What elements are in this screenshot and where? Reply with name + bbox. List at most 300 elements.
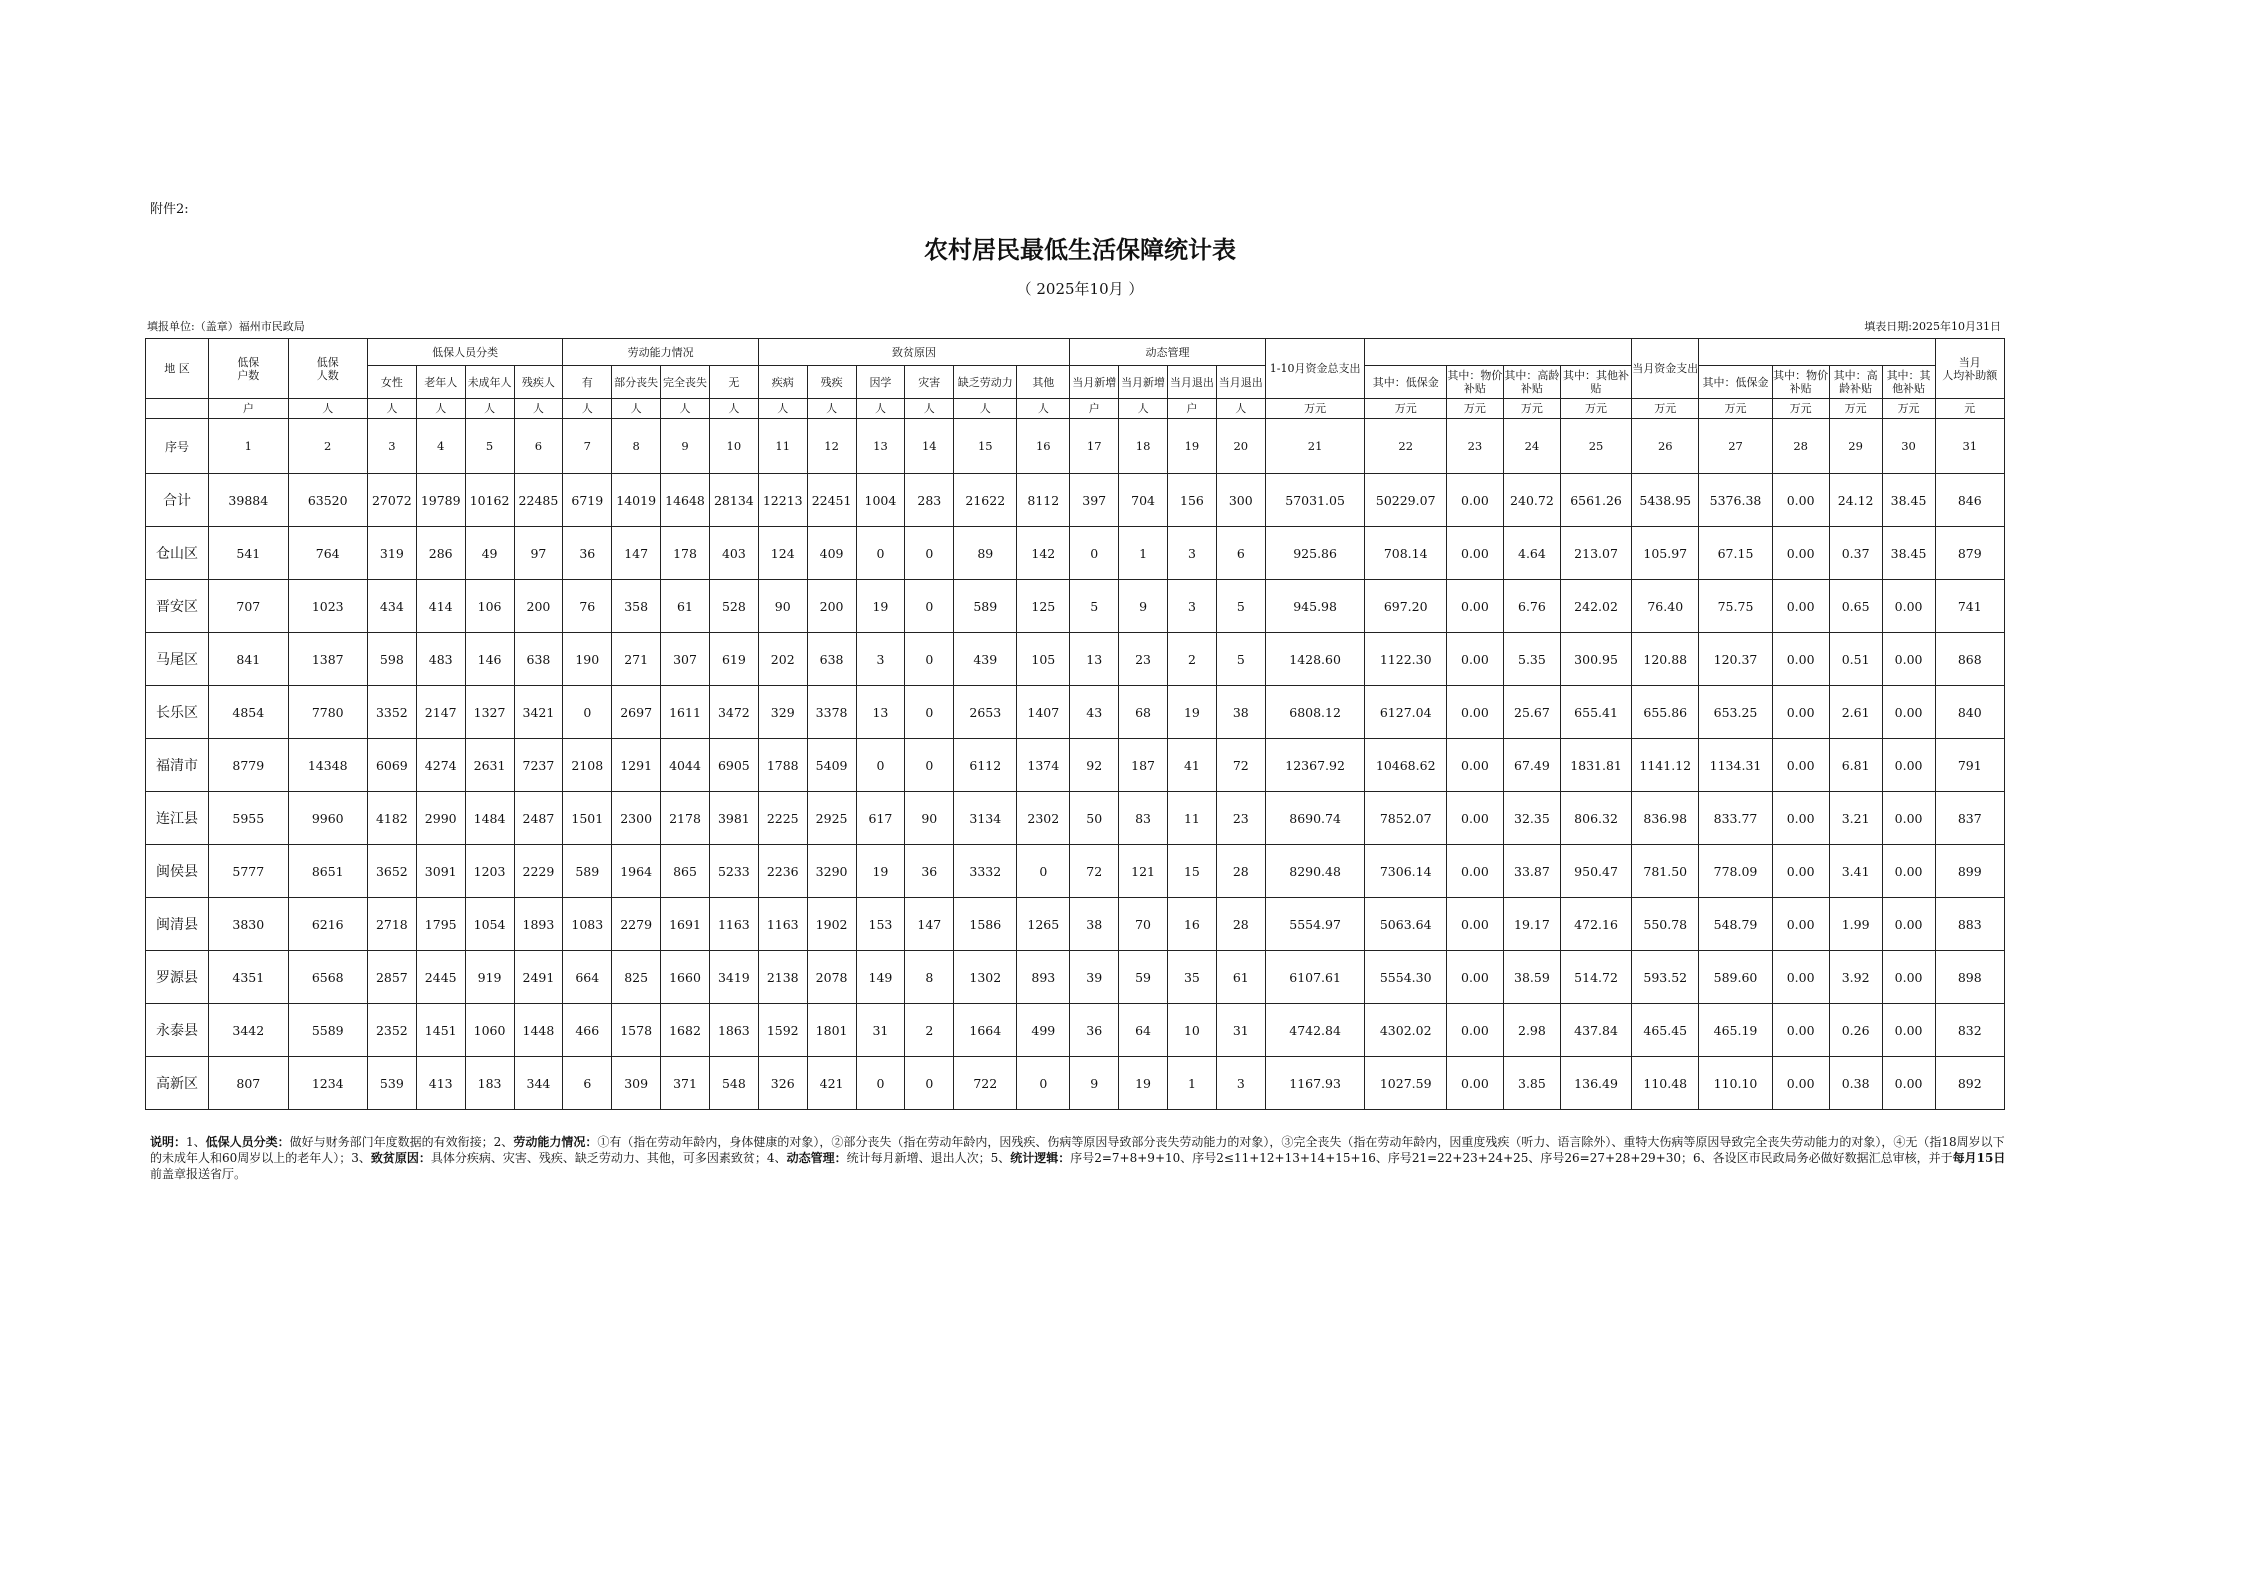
value-cell: 9 [1070,1057,1119,1110]
value-cell: 472.16 [1560,898,1631,951]
value-cell: 0.00 [1446,1004,1503,1057]
value-cell: 156 [1168,474,1217,527]
value-cell: 1682 [661,1004,710,1057]
sequence-cell: 7 [563,419,612,474]
value-cell: 0 [1070,527,1119,580]
value-cell: 67.49 [1503,739,1560,792]
value-cell: 832 [1935,1004,2004,1057]
value-cell: 10162 [465,474,514,527]
value-cell: 741 [1935,580,2004,633]
value-cell: 12213 [758,474,807,527]
value-cell: 2138 [758,951,807,1004]
region-cell: 长乐区 [146,686,209,739]
value-cell: 0.51 [1829,633,1882,686]
value-cell: 6719 [563,474,612,527]
reporting-unit: 填报单位:（盖章）福州市民政局 [147,320,305,333]
sequence-cell: 21 [1265,419,1365,474]
sequence-cell: 31 [1935,419,2004,474]
value-cell: 2178 [661,792,710,845]
value-cell: 2078 [807,951,856,1004]
value-cell: 550.78 [1632,898,1699,951]
value-cell: 121 [1119,845,1168,898]
value-cell: 70 [1119,898,1168,951]
unit-cell: 万元 [1560,399,1631,419]
value-cell: 0.00 [1772,686,1829,739]
value-cell: 5063.64 [1365,898,1446,951]
value-cell: 50 [1070,792,1119,845]
value-cell: 0.37 [1829,527,1882,580]
region-cell: 合计 [146,474,209,527]
value-cell: 136.49 [1560,1057,1631,1110]
value-cell: 548 [709,1057,758,1110]
value-cell: 1023 [288,580,367,633]
value-cell: 28 [1216,845,1265,898]
value-cell: 4742.84 [1265,1004,1365,1057]
unit-cell: 人 [856,399,905,419]
value-cell: 4854 [209,686,288,739]
sequence-cell: 9 [661,419,710,474]
value-cell: 5777 [209,845,288,898]
value-cell: 72 [1070,845,1119,898]
sequence-cell: 15 [954,419,1017,474]
value-cell: 300.95 [1560,633,1631,686]
value-cell: 1964 [612,845,661,898]
unit-row [146,399,2005,419]
sequence-cell: 25 [1560,419,1631,474]
sequence-cell: 18 [1119,419,1168,474]
value-cell: 3652 [367,845,416,898]
value-cell: 3378 [807,686,856,739]
subheader-cell: 女性 [367,366,416,399]
value-cell: 21622 [954,474,1017,527]
value-cell: 371 [661,1057,710,1110]
value-cell: 1788 [758,739,807,792]
value-cell: 68 [1119,686,1168,739]
value-cell: 178 [661,527,710,580]
value-cell: 0.00 [1882,686,1935,739]
value-cell: 75.75 [1699,580,1772,633]
value-cell: 1660 [661,951,710,1004]
sequence-cell: 20 [1216,419,1265,474]
value-cell: 764 [288,527,367,580]
value-cell: 5 [1216,633,1265,686]
value-cell: 3472 [709,686,758,739]
value-cell: 4302.02 [1365,1004,1446,1057]
value-cell: 1451 [416,1004,465,1057]
unit-cell: 人 [1119,399,1168,419]
value-cell: 465.45 [1632,1004,1699,1057]
sequence-row [146,419,2005,474]
value-cell: 4351 [209,951,288,1004]
value-cell: 0.00 [1446,898,1503,951]
value-cell: 31 [1216,1004,1265,1057]
value-cell: 0.26 [1829,1004,1882,1057]
value-cell: 708.14 [1365,527,1446,580]
value-cell: 0 [905,633,954,686]
unit-cell: 万元 [1699,399,1772,419]
value-cell: 0 [905,1057,954,1110]
value-cell: 61 [1216,951,1265,1004]
value-cell: 514.72 [1560,951,1631,1004]
value-cell: 1691 [661,898,710,951]
table-row [146,845,2005,898]
value-cell: 1054 [465,898,514,951]
value-cell: 8651 [288,845,367,898]
region-cell: 闽清县 [146,898,209,951]
value-cell: 23 [1216,792,1265,845]
value-cell: 589 [954,580,1017,633]
value-cell: 0.00 [1882,739,1935,792]
unit-cell: 人 [1216,399,1265,419]
value-cell: 0.00 [1446,845,1503,898]
value-cell: 664 [563,951,612,1004]
value-cell: 4274 [416,739,465,792]
value-cell: 1.99 [1829,898,1882,951]
value-cell: 64 [1119,1004,1168,1057]
value-cell: 27072 [367,474,416,527]
value-cell: 2225 [758,792,807,845]
value-cell: 5554.97 [1265,898,1365,951]
value-cell: 1448 [514,1004,563,1057]
value-cell: 0.00 [1446,474,1503,527]
sequence-cell: 14 [905,419,954,474]
value-cell: 6216 [288,898,367,951]
value-cell: 9960 [288,792,367,845]
header-persons: 低保 人数 [288,339,367,399]
header-group-classification: 低保人员分类 [367,339,562,366]
value-cell: 653.25 [1699,686,1772,739]
table-body [146,474,2005,1110]
value-cell: 434 [367,580,416,633]
value-cell: 6.76 [1503,580,1560,633]
note-text: 具体分疾病、灾害、残疾、缺乏劳动力、其他，可多因素致贫；4、 [430,1151,787,1165]
value-cell: 28 [1216,898,1265,951]
value-cell: 1 [1119,527,1168,580]
value-cell: 283 [905,474,954,527]
region-cell: 晋安区 [146,580,209,633]
value-cell: 36 [905,845,954,898]
value-cell: 893 [1017,951,1070,1004]
value-cell: 7852.07 [1365,792,1446,845]
value-cell: 120.88 [1632,633,1699,686]
subheader-cell: 其中：低保金 [1365,366,1446,399]
header-per-capita: 当月 人均补助额 [1935,339,2004,399]
value-cell: 19 [1168,686,1217,739]
value-cell: 3830 [209,898,288,951]
sequence-cell: 1 [209,419,288,474]
value-cell: 6127.04 [1365,686,1446,739]
header-fund-total-spacer [1365,339,1632,366]
attachment-label: 附件2: [150,202,189,217]
value-cell: 6 [1216,527,1265,580]
value-cell: 722 [954,1057,1017,1110]
header-group-dynamic: 动态管理 [1070,339,1265,366]
value-cell: 9 [1119,580,1168,633]
unit-cell: 人 [954,399,1017,419]
value-cell: 4044 [661,739,710,792]
region-cell: 罗源县 [146,951,209,1004]
value-cell: 7237 [514,739,563,792]
value-cell: 3.85 [1503,1057,1560,1110]
value-cell: 14648 [661,474,710,527]
value-cell: 0.00 [1772,845,1829,898]
value-cell: 326 [758,1057,807,1110]
value-cell: 0.00 [1882,580,1935,633]
value-cell: 11 [1168,792,1217,845]
value-cell: 2718 [367,898,416,951]
value-cell: 57031.05 [1265,474,1365,527]
value-cell: 8290.48 [1265,845,1365,898]
value-cell: 1611 [661,686,710,739]
value-cell: 0.00 [1446,1057,1503,1110]
value-cell: 14019 [612,474,661,527]
subheader-cell: 疾病 [758,366,807,399]
value-cell: 414 [416,580,465,633]
subheader-cell: 当月退出 [1216,366,1265,399]
value-cell: 15 [1168,845,1217,898]
sequence-cell: 30 [1882,419,1935,474]
value-cell: 2236 [758,845,807,898]
value-cell: 0.00 [1772,792,1829,845]
value-cell: 3352 [367,686,416,739]
table-row [146,1004,2005,1057]
value-cell: 1484 [465,792,514,845]
value-cell: 13 [856,686,905,739]
value-cell: 19789 [416,474,465,527]
value-cell: 105 [1017,633,1070,686]
unit-cell: 人 [661,399,710,419]
value-cell: 1163 [709,898,758,951]
value-cell: 6069 [367,739,416,792]
value-cell: 2108 [563,739,612,792]
value-cell: 307 [661,633,710,686]
note-heading: 低保人员分类： [205,1135,290,1149]
note-text: 序号2=7+8+9+10、序号2≤11+12+13+14+15+16、序号21=22+23+24+25、序号26=27+28+29+30；6、各设区市民政局务必做好数据汇总审核，并于 [1070,1151,1953,1165]
table-row [146,951,2005,1004]
unit-cell: 人 [807,399,856,419]
value-cell: 883 [1935,898,2004,951]
value-cell: 120.37 [1699,633,1772,686]
value-cell: 146 [465,633,514,686]
value-cell: 437.84 [1560,1004,1631,1057]
unit-cell: 户 [1070,399,1119,419]
value-cell: 413 [416,1057,465,1110]
value-cell: 1302 [954,951,1017,1004]
value-cell: 0.00 [1446,792,1503,845]
value-cell: 0 [905,686,954,739]
region-cell: 高新区 [146,1057,209,1110]
value-cell: 39 [1070,951,1119,1004]
value-cell: 2697 [612,686,661,739]
value-cell: 67.15 [1699,527,1772,580]
value-cell: 1122.30 [1365,633,1446,686]
value-cell: 0.00 [1446,686,1503,739]
value-cell: 1428.60 [1265,633,1365,686]
value-cell: 781.50 [1632,845,1699,898]
subheader-cell: 当月新增 [1070,366,1119,399]
subheader-cell: 其中：物价补贴 [1772,366,1829,399]
unit-cell [146,399,209,419]
value-cell: 0.00 [1882,845,1935,898]
note-text: 做好与财务部门年度数据的有效衔接；2、 [289,1135,514,1149]
value-cell: 200 [807,580,856,633]
value-cell: 1664 [954,1004,1017,1057]
subheader-cell: 其中：低保金 [1699,366,1772,399]
value-cell: 271 [612,633,661,686]
value-cell: 43 [1070,686,1119,739]
value-cell: 6561.26 [1560,474,1631,527]
value-cell: 6112 [954,739,1017,792]
sequence-cell: 10 [709,419,758,474]
value-cell: 1902 [807,898,856,951]
value-cell: 0.38 [1829,1057,1882,1110]
value-cell: 1291 [612,739,661,792]
value-cell: 2229 [514,845,563,898]
value-cell: 2445 [416,951,465,1004]
value-cell: 83 [1119,792,1168,845]
value-cell: 833.77 [1699,792,1772,845]
value-cell: 837 [1935,792,2004,845]
value-cell: 1893 [514,898,563,951]
value-cell: 0.00 [1772,1057,1829,1110]
value-cell: 3 [1216,1057,1265,1110]
value-cell: 10 [1168,1004,1217,1057]
value-cell: 5438.95 [1632,474,1699,527]
value-cell: 3421 [514,686,563,739]
value-cell: 1083 [563,898,612,951]
value-cell: 49 [465,527,514,580]
value-cell: 2147 [416,686,465,739]
value-cell: 36 [1070,1004,1119,1057]
value-cell: 200 [514,580,563,633]
unit-cell: 万元 [1446,399,1503,419]
subheader-cell: 其中：高龄补贴 [1503,366,1560,399]
header-region: 地 区 [146,339,209,399]
value-cell: 41 [1168,739,1217,792]
value-cell: 499 [1017,1004,1070,1057]
unit-cell: 人 [465,399,514,419]
note-text: 1、 [186,1135,206,1149]
note-heading: 说明： [150,1135,187,1149]
value-cell: 3332 [954,845,1017,898]
value-cell: 90 [758,580,807,633]
value-cell: 23 [1119,633,1168,686]
value-cell: 0.00 [1882,792,1935,845]
unit-cell: 人 [612,399,661,419]
value-cell: 879 [1935,527,2004,580]
sequence-cell: 8 [612,419,661,474]
value-cell: 898 [1935,951,2004,1004]
unit-cell: 户 [209,399,288,419]
sequence-cell: 19 [1168,419,1217,474]
value-cell: 3134 [954,792,1017,845]
note-heading: 劳动能力情况： [513,1135,598,1149]
value-cell: 61 [661,580,710,633]
unit-cell: 万元 [1882,399,1935,419]
unit-cell: 人 [758,399,807,419]
value-cell: 2487 [514,792,563,845]
value-cell: 925.86 [1265,527,1365,580]
value-cell: 97 [514,527,563,580]
sequence-cell: 13 [856,419,905,474]
value-cell: 5233 [709,845,758,898]
unit-cell: 万元 [1365,399,1446,419]
sequence-cell: 27 [1699,419,1772,474]
report-period: （ 2025年10月 ） [1016,280,1144,298]
value-cell: 409 [807,527,856,580]
unit-cell: 万元 [1632,399,1699,419]
value-cell: 0.00 [1446,739,1503,792]
value-cell: 1163 [758,898,807,951]
value-cell: 840 [1935,686,2004,739]
value-cell: 528 [709,580,758,633]
value-cell: 0.00 [1446,527,1503,580]
value-cell: 841 [209,633,288,686]
value-cell: 619 [709,633,758,686]
value-cell: 6808.12 [1265,686,1365,739]
value-cell: 125 [1017,580,1070,633]
value-cell: 2.61 [1829,686,1882,739]
value-cell: 8112 [1017,474,1070,527]
subheader-cell: 未成年人 [465,366,514,399]
value-cell: 0 [905,527,954,580]
value-cell: 0 [856,739,905,792]
value-cell: 397 [1070,474,1119,527]
value-cell: 33.87 [1503,845,1560,898]
value-cell: 90 [905,792,954,845]
subheader-cell: 其他 [1017,366,1070,399]
value-cell: 483 [416,633,465,686]
value-cell: 19 [1119,1057,1168,1110]
sequence-cell: 12 [807,419,856,474]
value-cell: 72 [1216,739,1265,792]
value-cell: 16 [1168,898,1217,951]
value-cell: 38.45 [1882,474,1935,527]
value-cell: 2352 [367,1004,416,1057]
value-cell: 539 [367,1057,416,1110]
value-cell: 1795 [416,898,465,951]
value-cell: 0.00 [1446,633,1503,686]
value-cell: 187 [1119,739,1168,792]
value-cell: 3442 [209,1004,288,1057]
value-cell: 76.40 [1632,580,1699,633]
subheader-cell: 残疾人 [514,366,563,399]
sequence-label: 序号 [146,419,209,474]
unit-cell: 人 [514,399,563,419]
value-cell: 3 [1168,580,1217,633]
table-row [146,474,2005,527]
fill-date: 填表日期:2025年10月31日 [1864,320,2001,333]
table-row [146,686,2005,739]
header-group-labor: 劳动能力情况 [563,339,758,366]
note-text: 前盖章报送省厅。 [150,1167,247,1181]
unit-cell: 人 [905,399,954,419]
unit-cell: 人 [709,399,758,419]
value-cell: 24.12 [1829,474,1882,527]
value-cell: 19 [856,845,905,898]
value-cell: 0.00 [1772,474,1829,527]
value-cell: 3 [856,633,905,686]
value-cell: 3290 [807,845,856,898]
value-cell: 3091 [416,845,465,898]
value-cell: 5554.30 [1365,951,1446,1004]
value-cell: 50229.07 [1365,474,1446,527]
value-cell: 825 [612,951,661,1004]
subheader-cell: 老年人 [416,366,465,399]
value-cell: 8690.74 [1265,792,1365,845]
subheader-cell: 当月新增 [1119,366,1168,399]
sequence-cell: 3 [367,419,416,474]
